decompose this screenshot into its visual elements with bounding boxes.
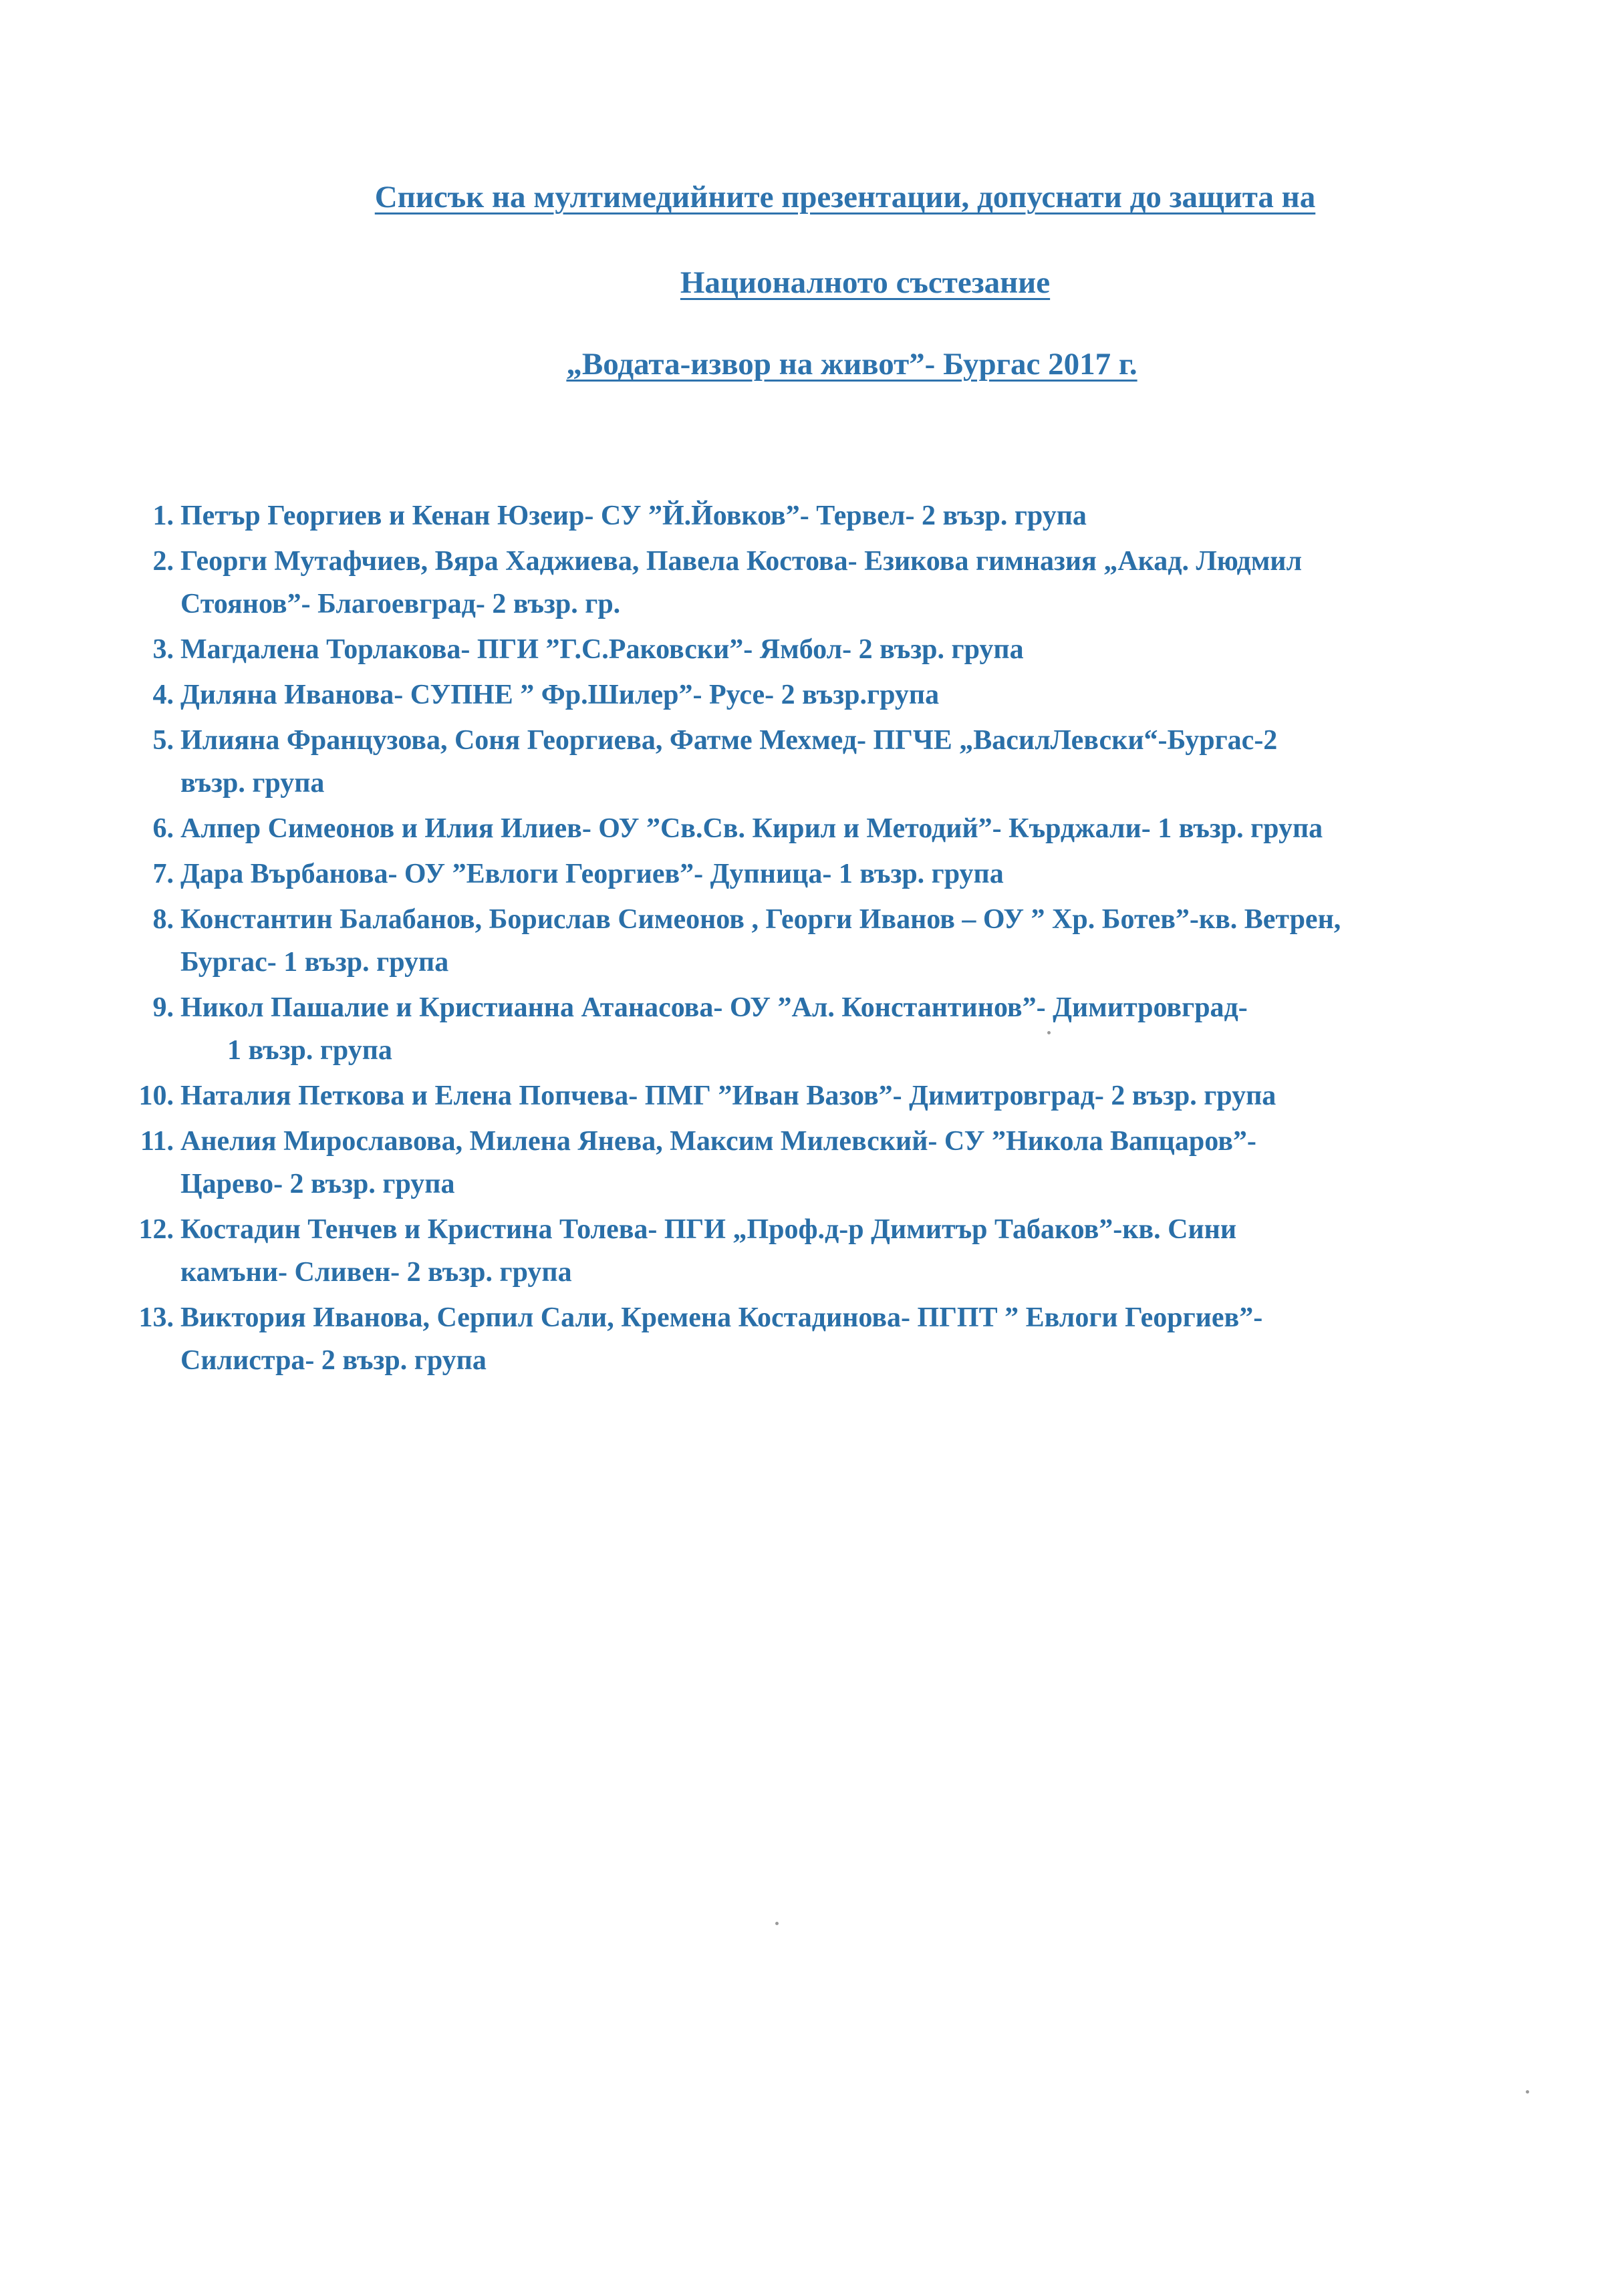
list-item-line: Магдалена Торлакова- ПГИ ”Г.С.Раковски”- Ямбол- 2 възр. група <box>180 634 1024 665</box>
list-item-line: Наталия Петкова и Елена Попчева- ПМГ ”Иван Вазов”- Димитровград- 2 възр. група <box>180 1081 1277 1111</box>
list-item-number: 11. <box>140 1126 174 1157</box>
list-item-text <box>180 1074 1564 1117</box>
list-item-number: 4. <box>152 680 174 710</box>
list-item <box>120 1208 1564 1294</box>
list-item-line: Петър Георгиев и Кенан Юзеир- СУ ”Й.Йовков”- Тервел- 2 възр. група <box>180 500 1087 531</box>
scan-speck <box>1047 1031 1051 1034</box>
list-item-number: 10. <box>138 1081 174 1111</box>
list-item-number: 2. <box>152 546 174 577</box>
list-item-number: 7. <box>152 859 174 889</box>
title-line-2: Националното състезание <box>680 265 1051 300</box>
list-item-line: Дара Върбанова- ОУ ”Евлоги Георгиев”- Дупница- 1 възр. група <box>180 859 1004 889</box>
list-item-number: 6. <box>152 813 174 844</box>
list-item-line: Силистра- 2 възр. група <box>180 1345 487 1376</box>
list-item <box>120 494 1564 537</box>
list-item-text <box>180 719 1564 805</box>
list-item-line: Константин Балабанов, Борислав Симеонов , Георги Иванов – ОУ ” Хр. Ботев”-кв. Ветрен, <box>180 904 1341 935</box>
list-item-number: 8. <box>152 904 174 935</box>
list-item-number: 12. <box>138 1214 174 1245</box>
list-item-line: Никол Пашалие и Кристианна Атанасова- ОУ ”Ал. Константинов”- Димитровград- <box>180 992 1248 1023</box>
list-item <box>120 986 1564 1072</box>
list-item <box>120 898 1564 984</box>
list-item-line: 1 възр. група <box>227 1035 392 1066</box>
list-item-number: 13. <box>138 1302 174 1333</box>
list-item <box>120 1296 1564 1382</box>
list-item <box>120 540 1564 625</box>
list-item <box>120 1120 1564 1205</box>
list-item <box>120 853 1564 895</box>
title-line-1: Списък на мултимедийните презентации, допуснати до защита на <box>374 180 1316 214</box>
list-item <box>120 674 1564 716</box>
list-item-text <box>180 986 1564 1072</box>
list-item-text <box>180 807 1564 850</box>
title-line-3: „Водата-извор на живот”- Бургас 2017 г. <box>566 347 1137 382</box>
list-item-text <box>180 898 1564 984</box>
list-item-text <box>180 540 1564 625</box>
list-item-number: 3. <box>152 634 174 665</box>
list-item-number: 1. <box>152 500 174 531</box>
list-item-line: Георги Мутафчиев, Вяра Хаджиева, Павела Костова- Езикова гимназия „Акад. Людмил <box>180 546 1303 577</box>
list-item <box>120 719 1564 805</box>
list-item-number: 9. <box>152 992 174 1023</box>
list-item-text <box>180 853 1564 895</box>
list-item-text <box>180 1208 1564 1294</box>
list-item <box>120 628 1564 671</box>
scan-speck <box>775 1922 779 1925</box>
list-item-line: възр. група <box>180 768 325 799</box>
list-item-line: Царево- 2 възр. група <box>180 1169 455 1199</box>
list-item-number: 5. <box>152 725 174 756</box>
list-item-line: Илияна Французова, Соня Георгиева, Фатме Мехмед- ПГЧЕ „ВасилЛевски“-Бургас-2 <box>180 725 1278 756</box>
list-item-text <box>180 1296 1564 1382</box>
scan-speck <box>1526 2090 1529 2094</box>
list-item-line: Анелия Мирославова, Милена Янева, Максим Милевский- СУ ”Никола Вапцаров”- <box>180 1126 1256 1157</box>
list-item-line: Алпер Симеонов и Илия Илиев- ОУ ”Св.Св. Кирил и Методий”- Кърджали- 1 възр. група <box>180 813 1323 844</box>
list-item-text <box>180 628 1564 671</box>
list-item-line: Диляна Иванова- СУПНЕ ” Фр.Шилер”- Русе- 2 възр.група <box>180 680 940 710</box>
list-item-line: Виктория Иванова, Серпил Сали, Кремена Костадинова- ПГПТ ” Евлоги Георгиев”- <box>180 1302 1263 1333</box>
list-item-text <box>180 494 1564 537</box>
list-item-line: Бургас- 1 възр. група <box>180 947 449 978</box>
list-item-text <box>180 674 1564 716</box>
presentation-list <box>120 494 1564 1385</box>
list-item-line: Стоянов”- Благоевград- 2 възр. гр. <box>180 589 621 619</box>
list-item-text <box>180 1120 1564 1205</box>
list-item-line: камъни- Сливен- 2 възр. група <box>180 1257 572 1288</box>
list-item <box>120 807 1564 850</box>
list-item <box>120 1074 1564 1117</box>
list-item-line: Костадин Тенчев и Кристина Толева- ПГИ „Проф.д-р Димитър Табаков”-кв. Сини <box>180 1214 1237 1245</box>
